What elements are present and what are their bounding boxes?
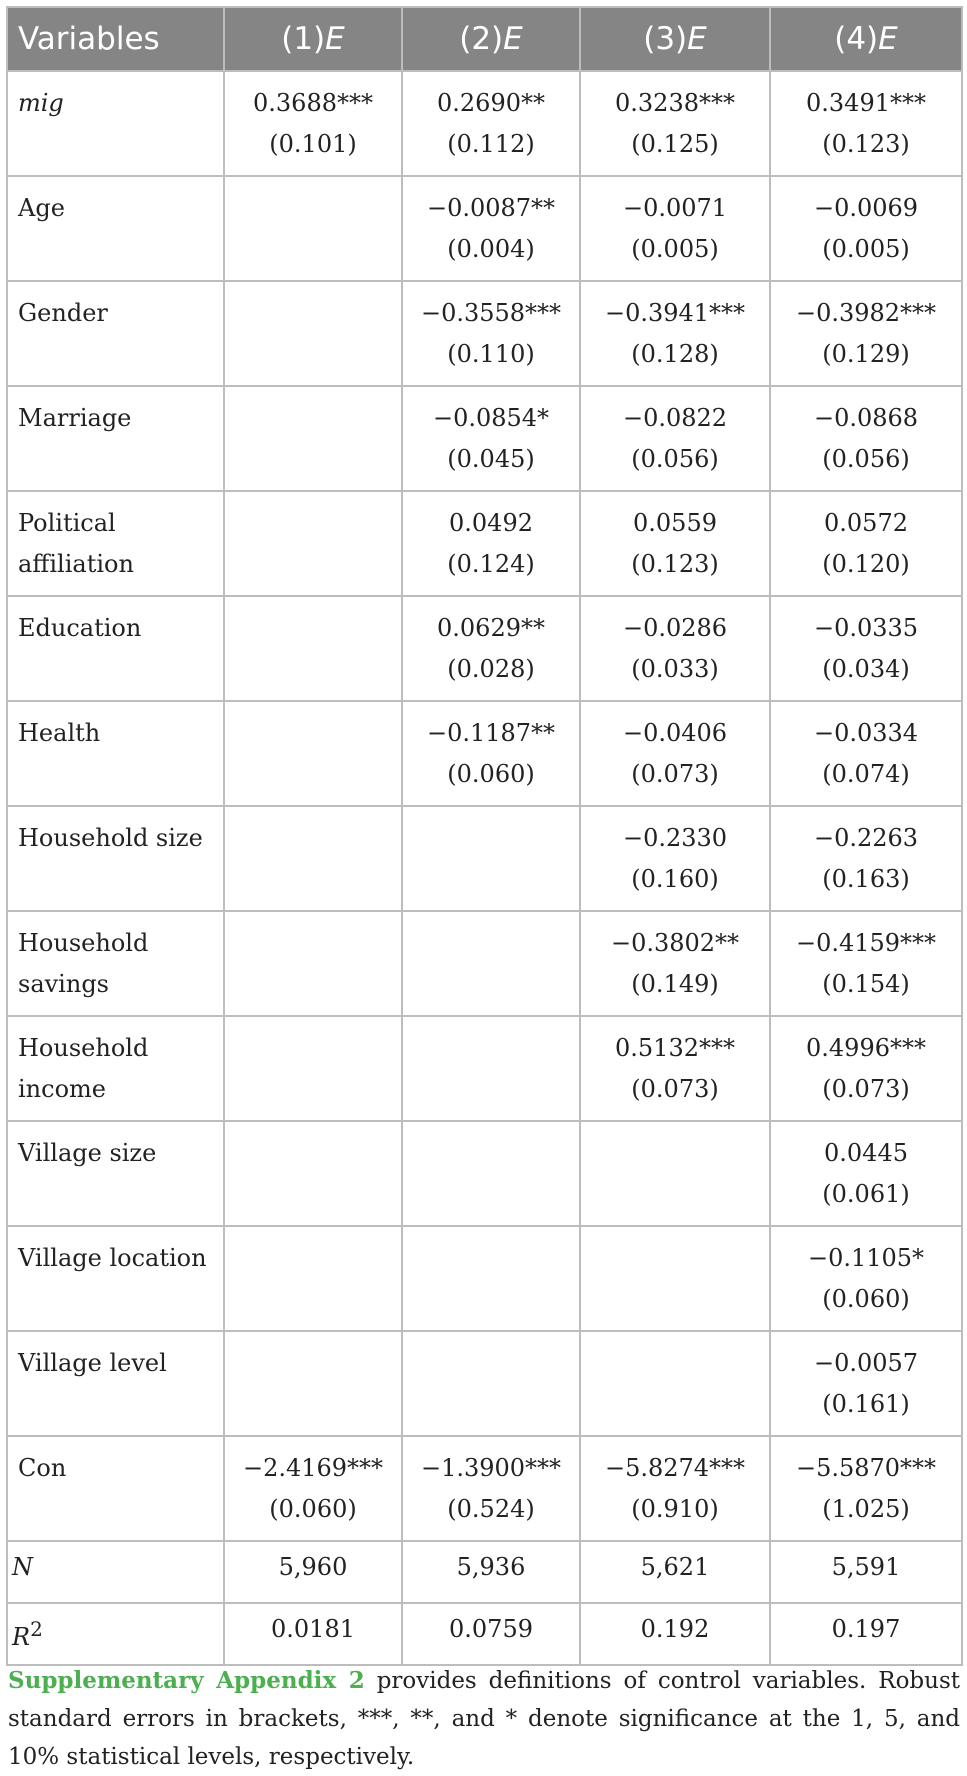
- table-cell: [402, 491, 580, 596]
- table-row: [7, 806, 962, 911]
- table-row: [7, 1226, 962, 1331]
- coefficient-value: −0.0335: [813, 614, 919, 642]
- appendix-link[interactable]: Supplementary Appendix 2: [8, 1667, 365, 1694]
- coefficient-value: −0.1187**: [426, 719, 556, 747]
- coefficient-value: −0.0406: [622, 719, 728, 747]
- header-col-num: (1): [281, 21, 326, 57]
- table-cell: [224, 1226, 402, 1331]
- row-label: Household size: [7, 806, 224, 911]
- standard-error-value: (0.149): [631, 970, 719, 998]
- table-cell: [580, 911, 770, 1016]
- row-label: Household income: [7, 1016, 224, 1121]
- coefficient-value: −0.3558***: [420, 299, 562, 327]
- header-col-num: (3): [643, 21, 688, 57]
- footnote-text: provides definitions of control variables. Robust standard errors in brackets, ***, **, and * denote significance at the 1, 5, and 10% statistical levels, respectively.: [8, 1668, 960, 1770]
- table-cell: [224, 701, 402, 806]
- standard-error-value: (0.056): [822, 445, 910, 473]
- coefficient-value: −0.0868: [813, 404, 919, 432]
- stat-label-sup: 2: [30, 1617, 43, 1641]
- coefficient-value: 0.3491***: [806, 89, 926, 117]
- coefficient-value: 0.0629**: [437, 614, 545, 642]
- coefficient-value: −1.3900***: [420, 1454, 562, 1482]
- row-label: Health: [7, 701, 224, 806]
- standard-error-value: (0.073): [631, 1075, 719, 1103]
- standard-error-value: (0.120): [822, 550, 910, 578]
- row-label: [7, 1603, 224, 1665]
- standard-error-value: (0.101): [269, 130, 357, 158]
- table-cell: [224, 1121, 402, 1226]
- table-cell: [770, 911, 962, 1016]
- row-label: Village location: [7, 1226, 224, 1331]
- table-row: [7, 71, 962, 176]
- coefficient-value: 0.4996***: [806, 1034, 926, 1062]
- row-label: Village level: [7, 1331, 224, 1436]
- coefficient-value: −2.4169***: [242, 1454, 384, 1482]
- coefficient-value: −0.0822: [622, 404, 728, 432]
- row-label: Education: [7, 596, 224, 701]
- table-cell: [580, 1121, 770, 1226]
- standard-error-value: (0.056): [631, 445, 719, 473]
- table-row-r2: [7, 1603, 962, 1665]
- coefficient-value: −0.0334: [813, 719, 919, 747]
- table-cell: [402, 71, 580, 176]
- table-cell: [580, 1436, 770, 1541]
- coefficient-value: −5.8274***: [604, 1454, 746, 1482]
- table-cell: [770, 1436, 962, 1541]
- standard-error-value: (0.034): [822, 655, 910, 683]
- standard-error-value: (1.025): [822, 1495, 910, 1523]
- table-cell: [224, 1436, 402, 1541]
- table-cell: [770, 701, 962, 806]
- cell-n-1: 5,960: [224, 1541, 402, 1603]
- coefficient-value: 0.0445: [824, 1139, 908, 1167]
- table-row: [7, 281, 962, 386]
- table-row: [7, 176, 962, 281]
- table-cell: [770, 1331, 962, 1436]
- table-cell: [580, 71, 770, 176]
- coefficient-value: −0.3982***: [795, 299, 937, 327]
- row-label: [7, 1541, 224, 1603]
- coefficient-value: 0.2690**: [437, 89, 545, 117]
- standard-error-value: (0.005): [822, 235, 910, 263]
- standard-error-value: (0.524): [447, 1495, 535, 1523]
- coefficient-value: −0.0087**: [426, 194, 556, 222]
- standard-error-value: (0.124): [447, 550, 535, 578]
- coefficient-value: −0.0069: [813, 194, 919, 222]
- header-col-var: E: [687, 21, 707, 57]
- table-cell: [402, 701, 580, 806]
- coefficient-value: −0.3802**: [610, 929, 740, 957]
- cell-n-4: 5,591: [770, 1541, 962, 1603]
- table-cell: [402, 1016, 580, 1121]
- table-cell: [580, 596, 770, 701]
- table-cell: [580, 491, 770, 596]
- coefficient-value: 0.0492: [449, 509, 533, 537]
- coefficient-value: −0.0071: [622, 194, 728, 222]
- statistics-rows: [7, 1541, 962, 1665]
- standard-error-value: (0.005): [631, 235, 719, 263]
- table-row: [7, 491, 962, 596]
- table-cell: [402, 1121, 580, 1226]
- coefficient-value: −0.4159***: [795, 929, 937, 957]
- standard-error-value: (0.129): [822, 340, 910, 368]
- header-col-3: [580, 7, 770, 71]
- header-col-num: (4): [834, 21, 879, 57]
- table-cell: [770, 806, 962, 911]
- standard-error-value: (0.033): [631, 655, 719, 683]
- table-cell: [402, 911, 580, 1016]
- coefficient-value: 0.0572: [824, 509, 908, 537]
- table-cell: [402, 806, 580, 911]
- standard-error-value: (0.128): [631, 340, 719, 368]
- standard-error-value: (0.061): [822, 1180, 910, 1208]
- standard-error-value: (0.028): [447, 655, 535, 683]
- header-col-var: E: [878, 21, 898, 57]
- table-cell: [770, 71, 962, 176]
- coefficient-value: −0.1105*: [807, 1244, 925, 1272]
- table-cell: [402, 1436, 580, 1541]
- coefficient-value: −0.2330: [622, 824, 728, 852]
- row-label: Con: [7, 1436, 224, 1541]
- cell-n-2: 5,936: [402, 1541, 580, 1603]
- row-label: Political affiliation: [7, 491, 224, 596]
- coefficient-value: 0.0559: [633, 509, 717, 537]
- table-cell: [402, 386, 580, 491]
- header-col-var: E: [503, 21, 523, 57]
- standard-error-value: (0.123): [822, 130, 910, 158]
- cell-r2-3: 0.192: [580, 1603, 770, 1665]
- coefficient-value: −5.5870***: [795, 1454, 937, 1482]
- row-label: mig: [7, 71, 224, 176]
- coefficient-value: 0.3688***: [253, 89, 373, 117]
- standard-error-value: (0.112): [447, 130, 535, 158]
- standard-error-value: (0.154): [822, 970, 910, 998]
- table-cell: [224, 806, 402, 911]
- standard-error-value: (0.161): [822, 1390, 910, 1418]
- table-cell: [770, 386, 962, 491]
- row-label: Household savings: [7, 911, 224, 1016]
- table-row: [7, 701, 962, 806]
- cell-r2-1: 0.0181: [224, 1603, 402, 1665]
- table-cell: [224, 1016, 402, 1121]
- standard-error-value: (0.045): [447, 445, 535, 473]
- stat-label-n: N: [12, 1553, 33, 1581]
- cell-n-3: 5,621: [580, 1541, 770, 1603]
- coefficient-value: −0.0057: [813, 1349, 919, 1377]
- header-col-2: [402, 7, 580, 71]
- table-cell: [402, 1331, 580, 1436]
- table-cell: [580, 1016, 770, 1121]
- header-variables: Variables: [7, 7, 224, 71]
- table-cell: [770, 1016, 962, 1121]
- header-col-var: E: [325, 21, 345, 57]
- row-label: Age: [7, 176, 224, 281]
- table-cell: [402, 1226, 580, 1331]
- table-row: [7, 1436, 962, 1541]
- table-row: [7, 386, 962, 491]
- table-cell: [224, 281, 402, 386]
- table-row: [7, 911, 962, 1016]
- standard-error-value: (0.004): [447, 235, 535, 263]
- standard-error-value: (0.123): [631, 550, 719, 578]
- standard-error-value: (0.074): [822, 760, 910, 788]
- regression-table: [6, 6, 963, 1666]
- coefficient-value: −0.0854*: [432, 404, 550, 432]
- table-row-n: [7, 1541, 962, 1603]
- table-row: [7, 1331, 962, 1436]
- coefficient-value: 0.5132***: [615, 1034, 735, 1062]
- table-row: [7, 1016, 962, 1121]
- standard-error-value: (0.060): [447, 760, 535, 788]
- table-footnote: [8, 1662, 960, 1776]
- table-cell: [402, 176, 580, 281]
- table-cell: [770, 176, 962, 281]
- table-row: [7, 596, 962, 701]
- standard-error-value: (0.125): [631, 130, 719, 158]
- table-cell: [580, 176, 770, 281]
- standard-error-value: (0.163): [822, 865, 910, 893]
- header-col-1: [224, 7, 402, 71]
- table-cell: [224, 386, 402, 491]
- table-cell: [402, 281, 580, 386]
- row-label: Marriage: [7, 386, 224, 491]
- header-row: [7, 7, 962, 71]
- table-cell: [770, 281, 962, 386]
- coefficient-value: 0.3238***: [615, 89, 735, 117]
- table-cell: [224, 1331, 402, 1436]
- table-cell: [224, 176, 402, 281]
- header-col-4: [770, 7, 962, 71]
- table-cell: [770, 596, 962, 701]
- cell-r2-4: 0.197: [770, 1603, 962, 1665]
- row-label: Gender: [7, 281, 224, 386]
- table-cell: [402, 596, 580, 701]
- table-row: [7, 1121, 962, 1226]
- table-cell: [580, 1226, 770, 1331]
- standard-error-value: (0.073): [631, 760, 719, 788]
- table-cell: [580, 281, 770, 386]
- table-cell: [224, 596, 402, 701]
- table-cell: [224, 491, 402, 596]
- coefficient-value: −0.2263: [813, 824, 919, 852]
- standard-error-value: (0.160): [631, 865, 719, 893]
- table-cell: [770, 1226, 962, 1331]
- standard-error-value: (0.060): [269, 1495, 357, 1523]
- table-cell: [580, 386, 770, 491]
- table-cell: [224, 911, 402, 1016]
- table-cell: [224, 71, 402, 176]
- row-label: Village size: [7, 1121, 224, 1226]
- standard-error-value: (0.060): [822, 1285, 910, 1313]
- table-cell: [580, 701, 770, 806]
- cell-r2-2: 0.0759: [402, 1603, 580, 1665]
- stat-label-r: R: [12, 1623, 31, 1651]
- standard-error-value: (0.910): [631, 1495, 719, 1523]
- table-cell: [770, 491, 962, 596]
- coefficient-rows: [7, 71, 962, 1541]
- coefficient-value: −0.0286: [622, 614, 728, 642]
- table-cell: [580, 1331, 770, 1436]
- header-col-num: (2): [459, 21, 504, 57]
- coefficient-value: −0.3941***: [604, 299, 746, 327]
- table-cell: [770, 1121, 962, 1226]
- table-cell: [580, 806, 770, 911]
- standard-error-value: (0.073): [822, 1075, 910, 1103]
- standard-error-value: (0.110): [447, 340, 535, 368]
